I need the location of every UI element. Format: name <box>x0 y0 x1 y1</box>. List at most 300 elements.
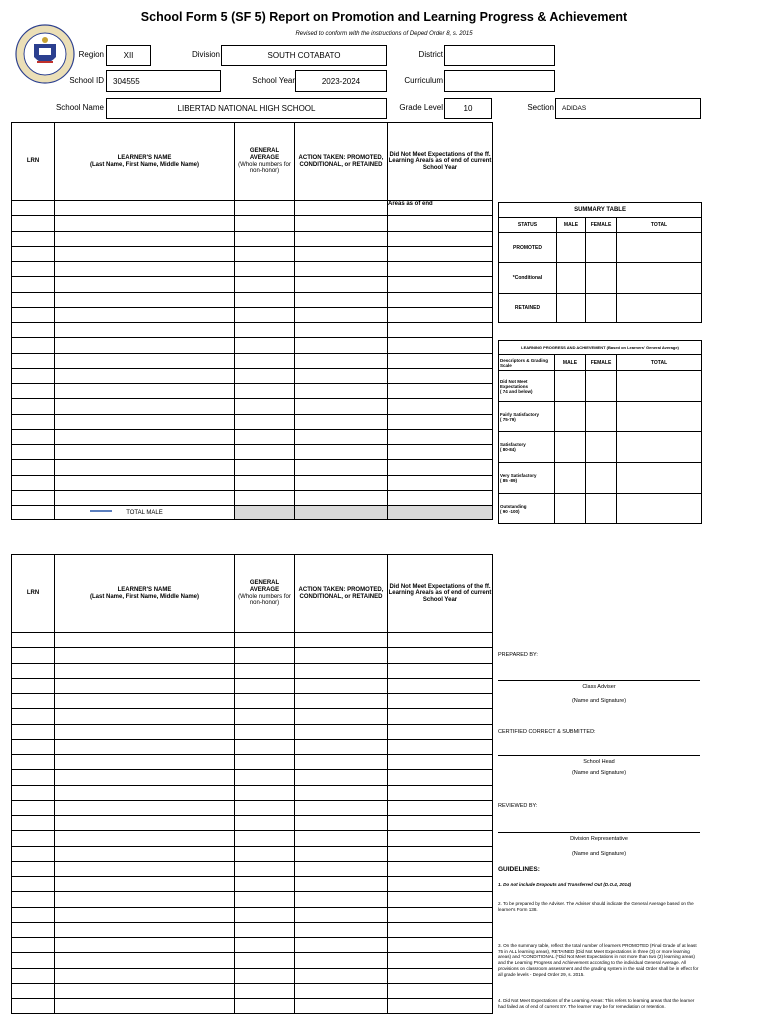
learner-cell[interactable] <box>295 739 388 754</box>
learner-cell[interactable] <box>55 246 235 261</box>
total-cell <box>12 506 55 520</box>
learner-cell[interactable] <box>388 231 493 246</box>
learner-cell[interactable] <box>55 724 235 739</box>
learner-cell[interactable] <box>12 633 55 648</box>
section-label: Section <box>527 103 554 112</box>
learner-row <box>12 755 493 770</box>
learner-cell[interactable] <box>235 384 295 399</box>
learner-cell[interactable] <box>295 399 388 414</box>
learner-cell[interactable] <box>235 739 295 754</box>
learner-cell[interactable] <box>388 307 493 322</box>
learner-row <box>12 831 493 846</box>
learner-cell[interactable] <box>388 429 493 444</box>
learner-cell[interactable] <box>235 724 295 739</box>
learner-cell[interactable] <box>235 816 295 831</box>
learner-cell[interactable] <box>295 907 388 922</box>
learner-cell[interactable] <box>295 262 388 277</box>
learner-table-male <box>11 122 493 520</box>
learner-cell[interactable] <box>235 307 295 322</box>
learner-cell[interactable] <box>235 633 295 648</box>
learner-cell[interactable] <box>388 262 493 277</box>
learner-cell[interactable] <box>55 831 235 846</box>
learner-cell[interactable] <box>388 414 493 429</box>
learner-cell[interactable] <box>55 953 235 968</box>
learner-row <box>12 968 493 983</box>
learner-cell[interactable] <box>235 892 295 907</box>
learner-cell[interactable] <box>295 475 388 490</box>
learner-cell[interactable] <box>235 429 295 444</box>
learner-row <box>12 368 493 383</box>
learner-cell[interactable] <box>388 800 493 815</box>
learner-cell[interactable] <box>235 968 295 983</box>
learner-cell[interactable] <box>235 368 295 383</box>
learner-row <box>12 663 493 678</box>
did-not-meet-header: Did Not Meet Expectations of the ff. Learning Area/s as of end of current School Year <box>388 555 493 633</box>
learner-cell[interactable] <box>12 846 55 861</box>
female-header: FEMALE <box>586 218 617 233</box>
division-rep-label: Division Representative <box>570 836 628 842</box>
learner-cell[interactable] <box>55 633 235 648</box>
learner-cell[interactable] <box>295 490 388 505</box>
learner-cell[interactable] <box>12 724 55 739</box>
learner-cell[interactable] <box>295 694 388 709</box>
learner-cell[interactable] <box>295 831 388 846</box>
learner-cell[interactable] <box>295 861 388 876</box>
learner-cell[interactable] <box>295 770 388 785</box>
female-header: FEMALE <box>586 355 617 371</box>
total-male-text: TOTAL MALE <box>126 509 163 516</box>
learner-cell[interactable] <box>295 709 388 724</box>
learner-cell[interactable] <box>12 399 55 414</box>
learner-cell[interactable] <box>295 938 388 953</box>
learner-cell[interactable] <box>295 953 388 968</box>
learner-cell[interactable] <box>12 475 55 490</box>
learner-cell[interactable] <box>388 384 493 399</box>
learner-cell[interactable] <box>235 785 295 800</box>
learner-cell[interactable] <box>295 663 388 678</box>
learner-cell[interactable] <box>388 877 493 892</box>
learner-cell[interactable] <box>295 353 388 368</box>
learner-cell[interactable] <box>235 323 295 338</box>
learner-cell[interactable] <box>12 770 55 785</box>
learner-row <box>12 338 493 353</box>
learner-cell[interactable] <box>235 755 295 770</box>
learner-cell[interactable] <box>55 694 235 709</box>
learner-cell[interactable] <box>12 831 55 846</box>
learner-cell[interactable] <box>388 694 493 709</box>
learner-row <box>12 877 493 892</box>
learner-cell[interactable] <box>12 429 55 444</box>
descriptor-satisfactory: Satisfactory ( 80-84) <box>499 432 555 463</box>
learner-cell[interactable] <box>388 999 493 1014</box>
learner-cell[interactable] <box>235 445 295 460</box>
learner-cell[interactable] <box>295 323 388 338</box>
learner-cell[interactable] <box>12 262 55 277</box>
learner-cell[interactable] <box>12 739 55 754</box>
learner-cell[interactable] <box>388 816 493 831</box>
learner-cell[interactable] <box>235 861 295 876</box>
learner-cell[interactable] <box>12 907 55 922</box>
learner-cell[interactable] <box>235 907 295 922</box>
learner-cell[interactable] <box>12 785 55 800</box>
learner-cell[interactable] <box>55 384 235 399</box>
learner-cell[interactable] <box>12 246 55 261</box>
learner-cell[interactable] <box>388 323 493 338</box>
learner-cell[interactable] <box>55 770 235 785</box>
learner-cell[interactable] <box>388 633 493 648</box>
learner-cell[interactable] <box>388 475 493 490</box>
learner-cell[interactable] <box>388 292 493 307</box>
learner-cell[interactable] <box>388 678 493 693</box>
learner-cell[interactable] <box>235 292 295 307</box>
descriptor-outstanding: Outstanding ( 90 -100) <box>499 494 555 524</box>
learner-cell[interactable] <box>55 231 235 246</box>
school-head-label: School Head <box>583 759 615 765</box>
learner-cell[interactable] <box>55 368 235 383</box>
learner-cell[interactable] <box>12 216 55 231</box>
status-promoted: PROMOTED <box>499 233 557 263</box>
guidelines-heading: GUIDELINES: <box>498 866 540 873</box>
certified-label: CERTIFIED CORRECT & SUBMITTED: <box>498 729 596 735</box>
district-label: District <box>418 50 443 59</box>
learner-cell[interactable] <box>55 307 235 322</box>
learner-cell[interactable] <box>55 800 235 815</box>
learner-cell[interactable] <box>388 709 493 724</box>
learner-row <box>12 694 493 709</box>
learner-cell[interactable] <box>295 678 388 693</box>
learner-cell[interactable] <box>388 785 493 800</box>
learner-cell[interactable] <box>235 770 295 785</box>
learner-cell[interactable] <box>295 633 388 648</box>
learner-cell[interactable] <box>55 663 235 678</box>
learner-cell[interactable] <box>55 414 235 429</box>
learner-cell[interactable] <box>235 490 295 505</box>
learner-cell[interactable] <box>55 999 235 1014</box>
learner-cell[interactable] <box>295 201 388 216</box>
learner-name-header: LEARNER'S NAME (Last Name, First Name, Middle Name) <box>55 123 235 201</box>
learner-table-female <box>11 554 493 1014</box>
learner-cell[interactable] <box>235 460 295 475</box>
learner-cell[interactable] <box>295 292 388 307</box>
learner-cell[interactable] <box>235 831 295 846</box>
learner-cell[interactable] <box>12 648 55 663</box>
guideline-4: 4. Did Not Meet Expectations of the Learning Areas: This refers to learning areas that the learner had failed as of end of current SY. The learner may be for remediation or retention. <box>498 998 695 1009</box>
learner-cell[interactable] <box>295 246 388 261</box>
male-header: MALE <box>557 218 586 233</box>
learner-cell[interactable] <box>55 323 235 338</box>
learner-cell[interactable] <box>295 338 388 353</box>
grade-level-field[interactable]: 10 <box>444 98 492 119</box>
learner-row <box>12 938 493 953</box>
learner-cell[interactable] <box>12 384 55 399</box>
district-field[interactable] <box>444 45 555 66</box>
learner-cell[interactable] <box>55 861 235 876</box>
prepared-by-label: PREPARED BY: <box>498 652 538 658</box>
learner-row <box>12 475 493 490</box>
learner-cell[interactable] <box>295 231 388 246</box>
adviser-signature-line[interactable] <box>498 680 700 681</box>
learner-cell[interactable] <box>235 399 295 414</box>
learner-cell[interactable] <box>295 968 388 983</box>
learner-cell[interactable] <box>295 846 388 861</box>
learner-cell[interactable] <box>388 739 493 754</box>
learner-cell[interactable] <box>235 709 295 724</box>
learner-row <box>12 353 493 368</box>
learner-cell[interactable] <box>12 938 55 953</box>
learner-cell[interactable] <box>12 800 55 815</box>
overflow-text[interactable]: Areas as of end <box>388 201 493 216</box>
learner-cell[interactable] <box>295 445 388 460</box>
learner-cell[interactable] <box>388 770 493 785</box>
learner-cell[interactable] <box>388 892 493 907</box>
learner-cell[interactable] <box>235 678 295 693</box>
learner-cell[interactable] <box>12 231 55 246</box>
learner-cell[interactable] <box>388 277 493 292</box>
learner-cell[interactable] <box>388 338 493 353</box>
learner-cell[interactable] <box>55 460 235 475</box>
learner-cell[interactable] <box>12 307 55 322</box>
learner-cell[interactable] <box>235 414 295 429</box>
learner-cell[interactable] <box>12 968 55 983</box>
learner-cell[interactable] <box>235 475 295 490</box>
learner-cell[interactable] <box>12 368 55 383</box>
learner-cell[interactable] <box>235 694 295 709</box>
learner-row <box>12 785 493 800</box>
learner-cell[interactable] <box>12 445 55 460</box>
learner-cell[interactable] <box>295 216 388 231</box>
learner-cell[interactable] <box>388 353 493 368</box>
learner-cell[interactable] <box>235 201 295 216</box>
learner-cell[interactable] <box>388 246 493 261</box>
learner-cell[interactable] <box>12 922 55 937</box>
learner-cell[interactable] <box>235 999 295 1014</box>
learner-cell[interactable] <box>55 755 235 770</box>
learner-cell[interactable] <box>12 201 55 216</box>
learner-cell[interactable] <box>12 414 55 429</box>
learner-cell[interactable] <box>235 231 295 246</box>
summary-table <box>498 202 702 323</box>
learner-cell[interactable] <box>12 953 55 968</box>
learner-cell[interactable] <box>295 277 388 292</box>
learner-cell[interactable] <box>55 816 235 831</box>
learner-cell[interactable] <box>235 983 295 998</box>
learner-cell[interactable] <box>235 846 295 861</box>
learner-cell[interactable] <box>295 307 388 322</box>
learner-cell[interactable] <box>388 938 493 953</box>
learner-cell[interactable] <box>295 429 388 444</box>
learner-cell[interactable] <box>295 922 388 937</box>
learner-cell[interactable] <box>55 216 235 231</box>
learner-row <box>12 490 493 505</box>
learner-cell[interactable] <box>12 877 55 892</box>
learner-cell[interactable] <box>295 816 388 831</box>
learner-cell[interactable] <box>388 368 493 383</box>
learner-cell[interactable] <box>235 663 295 678</box>
learner-cell[interactable] <box>55 938 235 953</box>
learner-cell[interactable] <box>55 892 235 907</box>
learner-cell[interactable] <box>55 445 235 460</box>
learner-cell[interactable] <box>295 755 388 770</box>
learner-row <box>12 460 493 475</box>
learner-cell[interactable] <box>235 277 295 292</box>
learner-cell[interactable] <box>55 785 235 800</box>
learner-cell[interactable] <box>12 755 55 770</box>
learner-cell[interactable] <box>235 216 295 231</box>
learner-cell[interactable] <box>55 648 235 663</box>
division-field[interactable]: SOUTH COTABATO <box>221 45 387 66</box>
learner-cell[interactable] <box>388 861 493 876</box>
descriptor-very-satisfactory: Very Satisfactory ( 85 -89) <box>499 463 555 494</box>
learner-cell[interactable] <box>55 739 235 754</box>
learner-cell[interactable] <box>55 968 235 983</box>
learner-cell[interactable] <box>12 277 55 292</box>
learner-cell[interactable] <box>388 831 493 846</box>
division-rep-signature-line[interactable] <box>498 832 700 833</box>
learner-cell[interactable] <box>295 368 388 383</box>
total-male-label <box>55 506 235 520</box>
learner-cell[interactable] <box>388 399 493 414</box>
learner-cell[interactable] <box>12 694 55 709</box>
learner-cell[interactable] <box>235 938 295 953</box>
learner-cell[interactable] <box>12 323 55 338</box>
learner-cell[interactable] <box>235 922 295 937</box>
learner-cell[interactable] <box>388 755 493 770</box>
name-signature-label: (Name and Signature) <box>571 851 627 857</box>
learner-cell[interactable] <box>295 892 388 907</box>
learner-row <box>12 201 493 216</box>
learner-cell[interactable] <box>388 968 493 983</box>
learner-cell[interactable] <box>388 907 493 922</box>
descriptor-header: Descriptors & Grading Scale <box>499 355 555 371</box>
learner-cell[interactable] <box>12 292 55 307</box>
descriptor-did-not-meet: Did Not Meet Expectations ( 74 and below) <box>499 371 555 402</box>
learner-cell[interactable] <box>12 678 55 693</box>
learner-row <box>12 216 493 231</box>
school-year-field[interactable]: 2023-2024 <box>295 70 387 92</box>
learner-cell[interactable] <box>388 460 493 475</box>
learner-row <box>12 816 493 831</box>
learner-cell[interactable] <box>12 999 55 1014</box>
learner-cell[interactable] <box>235 648 295 663</box>
total-underline-icon <box>90 510 112 512</box>
learner-cell[interactable] <box>12 861 55 876</box>
learner-cell[interactable] <box>295 384 388 399</box>
guideline-1: 1. Do not include Dropouts and Transferred Out (D.O.4, 2014) <box>498 882 632 887</box>
learner-cell[interactable] <box>235 262 295 277</box>
learner-cell[interactable] <box>55 490 235 505</box>
learner-cell[interactable] <box>295 724 388 739</box>
learner-cell[interactable] <box>12 816 55 831</box>
learner-cell[interactable] <box>295 983 388 998</box>
learner-cell[interactable] <box>295 648 388 663</box>
guideline-2: 2. To be prepared by the Adviser. The Adviser should indicate the General Average based on the learner's Form 138. <box>498 901 694 912</box>
learner-cell[interactable] <box>388 922 493 937</box>
school-name-field[interactable]: LIBERTAD NATIONAL HIGH SCHOOL <box>106 98 387 119</box>
learner-cell[interactable] <box>55 922 235 937</box>
learner-cell[interactable] <box>388 724 493 739</box>
learner-cell[interactable] <box>12 663 55 678</box>
learner-cell[interactable] <box>55 907 235 922</box>
action-taken-header: ACTION TAKEN: PROMOTED, CONDITIONAL, or RETAINED <box>295 555 388 633</box>
learner-cell[interactable] <box>12 983 55 998</box>
curriculum-field[interactable] <box>444 70 555 92</box>
learner-row <box>12 739 493 754</box>
learner-cell[interactable] <box>55 399 235 414</box>
total-shaded-cell <box>388 506 493 520</box>
total-male-row <box>12 506 493 520</box>
learner-row <box>12 648 493 663</box>
learner-cell[interactable] <box>388 216 493 231</box>
learner-cell[interactable] <box>55 709 235 724</box>
learner-cell[interactable] <box>12 892 55 907</box>
learner-cell[interactable] <box>388 953 493 968</box>
learner-cell[interactable] <box>55 429 235 444</box>
learner-cell[interactable] <box>55 353 235 368</box>
learner-cell[interactable] <box>55 201 235 216</box>
learner-cell[interactable] <box>388 846 493 861</box>
learner-cell[interactable] <box>12 353 55 368</box>
learner-cell[interactable] <box>388 983 493 998</box>
learner-cell[interactable] <box>388 490 493 505</box>
learner-cell[interactable] <box>55 292 235 307</box>
learner-row <box>12 953 493 968</box>
status-retained: RETAINED <box>499 294 557 323</box>
learner-cell[interactable] <box>295 414 388 429</box>
learner-cell[interactable] <box>55 877 235 892</box>
region-field[interactable]: XII <box>106 45 151 66</box>
learner-cell[interactable] <box>388 648 493 663</box>
school-head-signature-line[interactable] <box>498 755 700 756</box>
learner-cell[interactable] <box>55 475 235 490</box>
learner-cell[interactable] <box>55 262 235 277</box>
learner-cell[interactable] <box>235 953 295 968</box>
learner-cell[interactable] <box>12 460 55 475</box>
learner-cell[interactable] <box>55 983 235 998</box>
progress-caption: LEARNING PROGRESS AND ACHIEVEMENT (Based on Learners' General Average) <box>499 341 702 355</box>
learner-cell[interactable] <box>235 877 295 892</box>
learner-row <box>12 922 493 937</box>
learner-cell[interactable] <box>295 460 388 475</box>
learner-cell[interactable] <box>388 445 493 460</box>
learner-cell[interactable] <box>12 490 55 505</box>
learner-cell[interactable] <box>55 277 235 292</box>
learner-cell[interactable] <box>295 877 388 892</box>
learner-row <box>12 292 493 307</box>
learner-cell[interactable] <box>55 338 235 353</box>
school-id-field[interactable]: 304555 <box>106 70 221 92</box>
learner-cell[interactable] <box>55 846 235 861</box>
status-conditional: *Conditional <box>499 263 557 294</box>
learner-cell[interactable] <box>295 999 388 1014</box>
learner-cell[interactable] <box>12 338 55 353</box>
learner-cell[interactable] <box>12 709 55 724</box>
learner-row <box>12 892 493 907</box>
learner-cell[interactable] <box>295 785 388 800</box>
learner-cell[interactable] <box>235 246 295 261</box>
learner-row <box>12 678 493 693</box>
learner-cell[interactable] <box>388 663 493 678</box>
learner-cell[interactable] <box>235 353 295 368</box>
learner-row <box>12 999 493 1014</box>
learner-cell[interactable] <box>295 800 388 815</box>
school-id-label: School ID <box>69 76 104 85</box>
learner-cell[interactable] <box>235 338 295 353</box>
action-taken-header: ACTION TAKEN: PROMOTED, CONDITIONAL, or RETAINED <box>295 123 388 201</box>
section-field[interactable]: ADIDAS <box>555 98 701 119</box>
learner-cell[interactable] <box>235 800 295 815</box>
learner-row <box>12 445 493 460</box>
learner-cell[interactable] <box>55 678 235 693</box>
